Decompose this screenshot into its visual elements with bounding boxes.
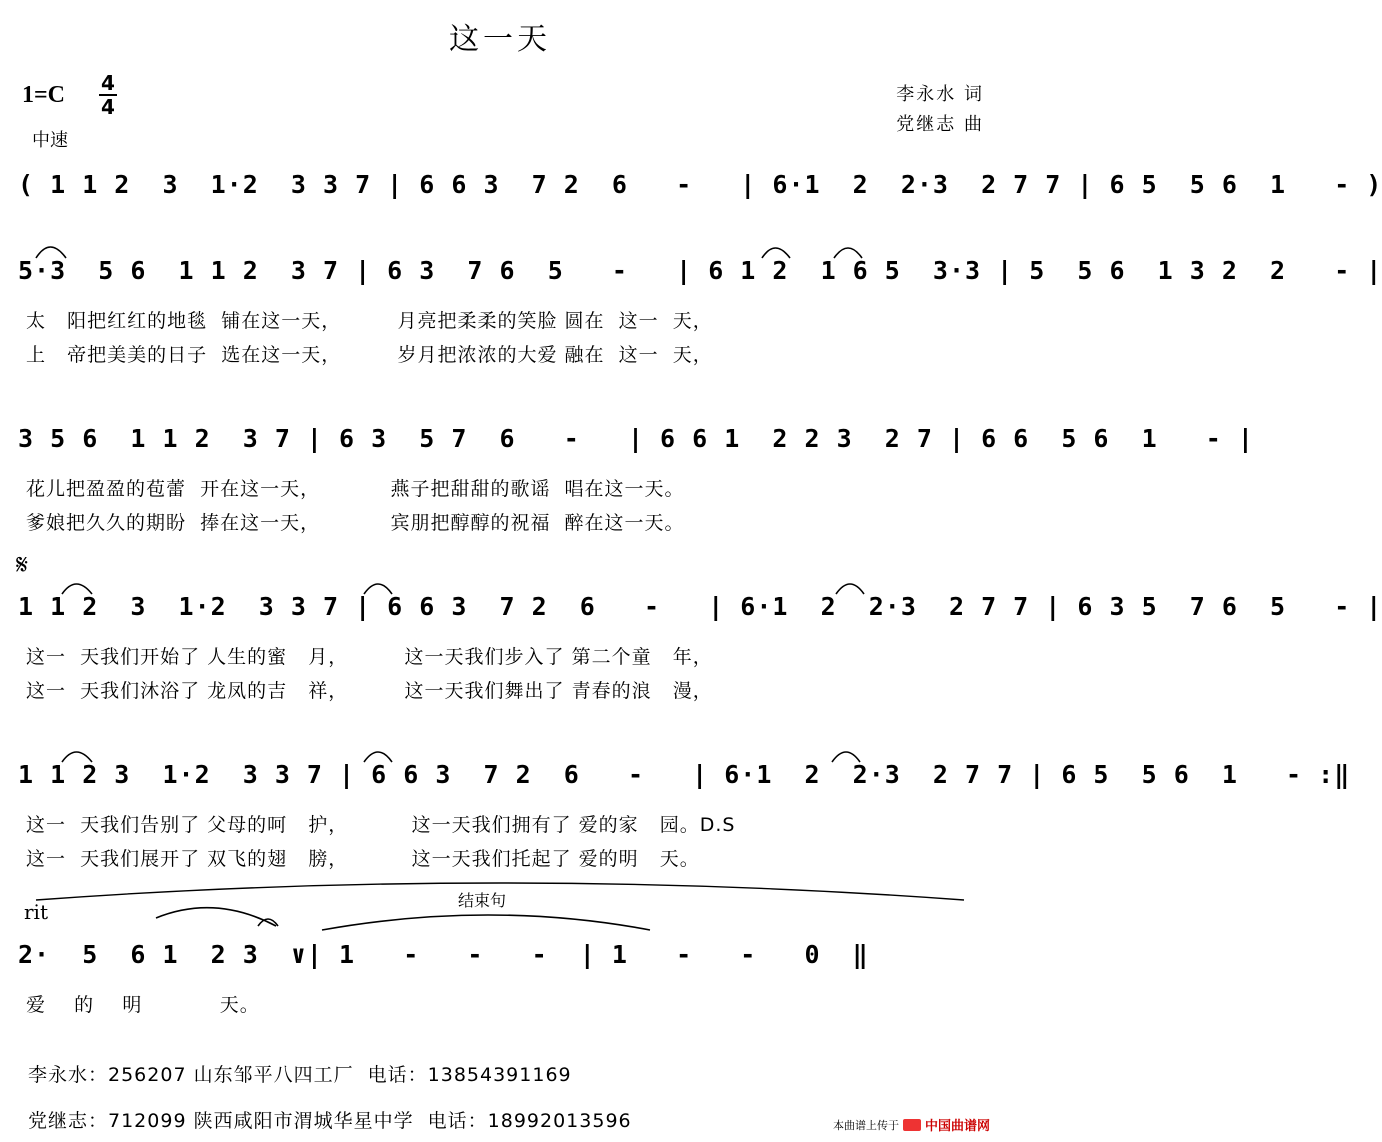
slur-mark: [832, 752, 860, 762]
notation-row-4: 1 1 2 3 1·2 3 3 7 | 6 6 3 7 2 6 - | 6·1 2 2·3 2 7 7 | 6 5 5 6 1 - :‖: [18, 760, 1351, 789]
footer-line-2: 党继志：712099 陕西咸阳市渭城华星中学 电话：18992013596: [28, 1110, 632, 1132]
phrase-arc: [36, 883, 964, 900]
lyric-line-3a: 这一 天我们开始了 人生的蜜 月， 这一天我们步入了 第二个童 年，: [26, 646, 713, 668]
notation-row-1: 5·3 5 6 1 1 2 3 7 | 6 3 7 6 5 - | 6 1 2 1 6 5 3·3 | 5 5 6 1 3 2 2 - |: [18, 256, 1382, 285]
lyric-line-4b: 这一 天我们展开了 双飞的翅 膀， 这一天我们托起了 爱的明 天。: [26, 848, 700, 870]
lyricist-credit: 李永水 词: [896, 84, 984, 105]
slur-mark: [36, 247, 66, 258]
lyric-line-ending: 爱 的 明 天。: [26, 994, 260, 1016]
ending-label: 结束句: [458, 891, 507, 910]
rit-marking: rit: [24, 900, 48, 924]
watermark-prefix: 本曲谱上传于: [832, 1118, 899, 1132]
lyric-line-1b: 上 帝把美美的日子 选在这一天， 岁月把浓浓的大爱 融在 这一 天，: [26, 344, 713, 366]
lyric-line-1a: 太 阳把红红的地毯 铺在这一天， 月亮把柔柔的笑脸 圆在 这一 天，: [26, 310, 713, 332]
site-logo-icon: [903, 1119, 921, 1131]
time-signature-numerator: 4: [101, 71, 115, 95]
slur-mark: [62, 584, 92, 594]
tempo-marking: 中速: [32, 130, 68, 151]
composer-credit: 党继志 曲: [896, 114, 984, 135]
phrase-arc: [322, 915, 650, 930]
song-title: 这一天: [449, 22, 551, 57]
lyric-line-3b: 这一 天我们沐浴了 龙凤的吉 祥， 这一天我们舞出了 青春的浪 漫，: [26, 680, 713, 702]
key-signature: 1=C: [22, 82, 66, 108]
watermark-site: 中国曲谱网: [924, 1119, 990, 1134]
slur-mark: [364, 752, 392, 762]
phrase-arc: [156, 908, 276, 926]
lyric-line-4a: 这一 天我们告别了 父母的呵 护， 这一天我们拥有了 爱的家 园。D.S: [26, 814, 736, 836]
watermark: [833, 1115, 990, 1134]
notation-row-3: 1 1 2 3 1·2 3 3 7 | 6 6 3 7 2 6 - | 6·1 2 2·3 2 7 7 | 6 3 5 7 6 5 - |: [18, 592, 1382, 621]
lyric-line-2a: 花儿把盈盈的苞蕾 开在这一天， 燕子把甜甜的歌谣 唱在这一天。: [26, 478, 685, 500]
notation-row-2: 3 5 6 1 1 2 3 7 | 6 3 5 7 6 - | 6 6 1 2 2 3 2 7 | 6 6 5 6 1 - |: [18, 424, 1254, 453]
footer-line-1: 李永水：256207 山东邹平八四工厂 电话：13854391169: [28, 1064, 572, 1086]
slur-mark: [834, 248, 862, 258]
time-signature-denominator: 4: [101, 95, 115, 119]
notation-row-intro: ( 1 1 2 3 1·2 3 3 7 | 6 6 3 7 2 6 - | 6·1 2 2·3 2 7 7 | 6 5 5 6 1 - ): [18, 170, 1382, 199]
slur-mark: [364, 584, 392, 594]
notation-row-ending: 2· 5 6 1 2 3 ∨| 1 - - - | 1 - - 0 ‖: [18, 940, 869, 969]
slur-mark: [62, 752, 92, 762]
segno-sign: 𝄋: [16, 548, 29, 581]
lyric-line-2b: 爹娘把久久的期盼 捧在这一天， 宾朋把醇醇的祝福 醉在这一天。: [26, 512, 685, 534]
slur-mark: [762, 248, 790, 258]
slur-mark: [836, 584, 864, 594]
